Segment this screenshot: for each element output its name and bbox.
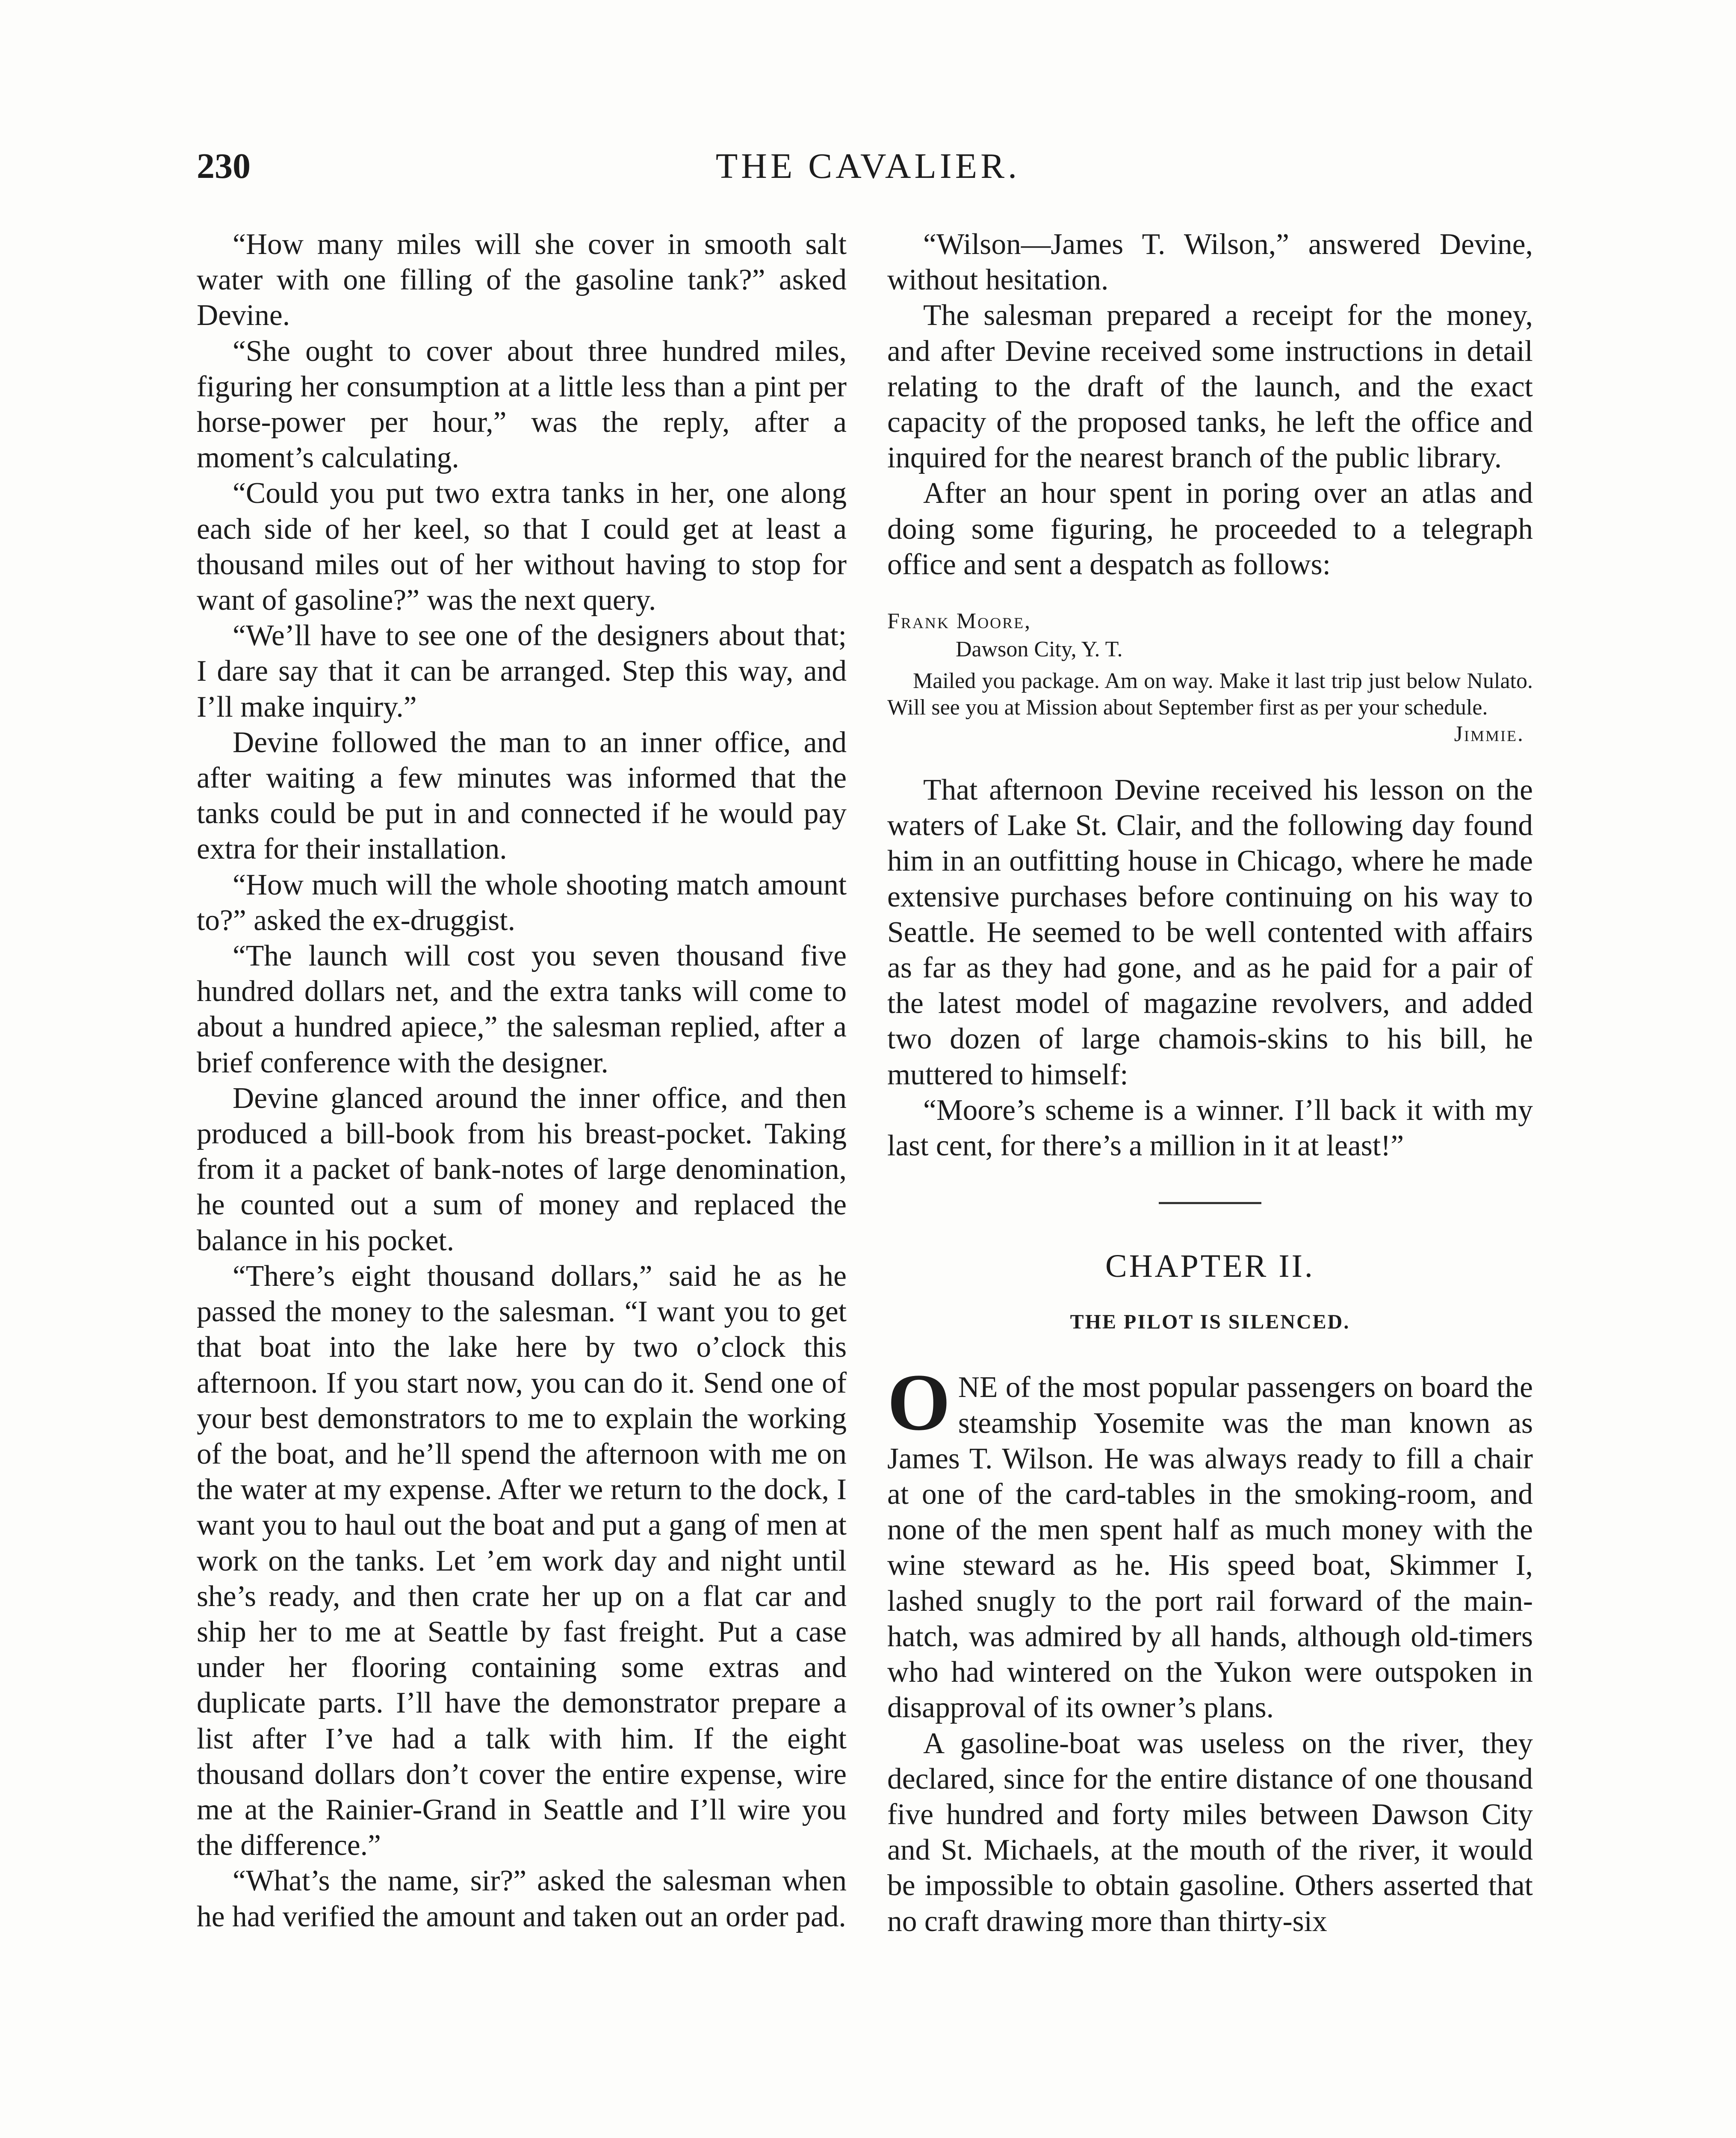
- paragraph: “She ought to cover about three hundred miles, figuring her consumption at a little less than a pint per horse-power per hour,” was the reply, after a moment’s calculating.: [197, 334, 847, 475]
- chapter-subtitle: THE PILOT IS SILENCED.: [1070, 1311, 1350, 1334]
- page-number: 230: [197, 146, 251, 186]
- telegram-signature: Jimmie.: [1454, 722, 1524, 747]
- running-head: THE CAVALIER.: [715, 146, 1021, 186]
- paragraph: “Wilson—James T. Wilson,” answered Devine, without hesitation.: [887, 228, 1533, 297]
- section-divider: [1159, 1202, 1261, 1204]
- chapter-first-paragraph: [887, 1358, 1533, 1725]
- paragraph: The salesman prepared a receipt for the money, and after Devine received some instructions in detail relating to the draft of the launch, and the exact capacity of the proposed tanks, he left the office and inquired for the nearest branch of the public library.: [887, 299, 1533, 475]
- telegram-address: Dawson City, Y. T.: [956, 637, 1123, 662]
- paragraph: “There’s eight thousand dollars,” said he as he passed the money to the salesman. “I want you to get that boat into the lake here by two o’clock this afternoon. If you start now, you can do it. Send one of your best demonstrators to me to explain the working of the boat, and he’ll spend the afternoon with me on the water at my expense. After we return to the dock, I want you to haul out the boat and put a gang of men at work on the tanks. Let ’em work day and night until she’s ready, and then crate her up on a flat car and ship her to me at Seattle by fast freight. Put a case under her flooring containing some extras and duplicate parts. I’ll have the demonstrator prepare a list after I’ve had a talk with him. If the eight thousand dollars don’t cover the entire expense, wire me at the Rainier-Grand in Seattle and I’ll wire you the difference.”: [197, 1259, 847, 1862]
- telegram-block: [887, 608, 1533, 747]
- paragraph: Devine glanced around the inner office, and then produced a bill-book from his breast-pocket. Taking from it a packet of bank-notes of large denomination, he counted out a sum of money and replaced the balance in his pocket.: [197, 1081, 847, 1257]
- telegram-recipient: Frank Moore,: [887, 609, 1032, 634]
- chapter-title: CHAPTER II.: [1105, 1248, 1315, 1285]
- paragraph: Devine followed the man to an inner office, and after waiting a few minutes was informed that the tanks could be put in and connected if he would pay extra for their installation.: [197, 726, 847, 866]
- paragraph: “How much will the whole shooting match amount to?” asked the ex-druggist.: [197, 868, 847, 937]
- right-column: [887, 227, 1533, 1939]
- paragraph: “Could you put two extra tanks in her, one along each side of her keel, so that I could get at least a thousand miles out of her without having to stop for want of gasoline?” was the next query.: [197, 477, 847, 617]
- paragraph: “The launch will cost you seven thousand five hundred dollars net, and the extra tanks will come to about a hundred apiece,” the salesman replied, after a brief conference with the designer.: [197, 939, 847, 1079]
- paragraph: “Moore’s scheme is a winner. I’ll back it with my last cent, for there’s a million in it at least!”: [887, 1093, 1533, 1163]
- paragraph: That afternoon Devine received his lesson on the waters of Lake St. Clair, and the following day found him in an outfitting house in Chicago, where he made extensive purchases before continuing on his way to Seattle. He seemed to be well contented with affairs as far as they had gone, and as he paid for a pair of the latest model of magazine revolvers, and added two dozen of large chamois-skins to his bill, he muttered to himself:: [887, 774, 1533, 1091]
- paragraph: A gasoline-boat was useless on the river, they declared, since for the entire distance of one thousand five hundred and forty miles between Dawson City and St. Michaels, at the mouth of the river, it would be impossible to obtain gasoline. Others asserted that no craft drawing more than thirty-six: [887, 1727, 1533, 1938]
- paragraph: “How many miles will she cover in smooth salt water with one filling of the gasoline tank?” asked Devine.: [197, 228, 847, 332]
- paragraph: “What’s the name, sir?” asked the salesman when he had verified the amount and taken out an order pad.: [197, 1864, 847, 1933]
- page-header: [0, 145, 1736, 192]
- paragraph: “We’ll have to see one of the designers about that; I dare say that it can be arranged. Step this way, and I’ll make inquiry.”: [197, 619, 847, 723]
- paragraph: After an hour spent in poring over an atlas and doing some figuring, he proceeded to a telegraph office and sent a despatch as follows:: [887, 477, 1533, 581]
- left-column: [197, 227, 847, 1934]
- telegram-body: Mailed you package. Am on way. Make it last trip just below Nulato. Will see you at Mission about September first as per your schedule.: [887, 669, 1533, 720]
- drop-cap: O: [887, 1358, 951, 1448]
- paragraph-text: NE of the most popular passengers on board the steamship Yosemite was the man known as James T. Wilson. He was always ready to fill a chair at one of the card-tables in the smoking-room, and none of the men spent half as much money with the wine steward as he. His speed boat, Skimmer I, lashed snugly to the port rail forward of the main-hatch, was admired by all hands, although old-timers who had wintered on the Yukon were outspoken in disapproval of its owner’s plans.: [887, 1371, 1533, 1725]
